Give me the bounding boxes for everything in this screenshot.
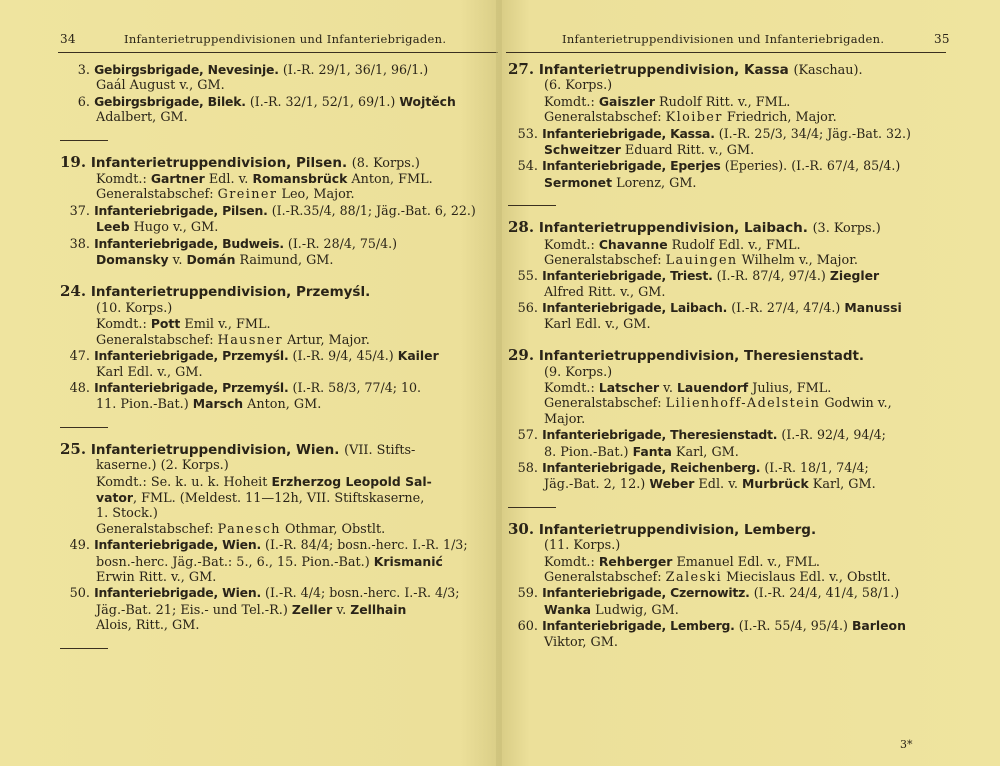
division-heading xyxy=(508,519,940,538)
brigade-entry xyxy=(508,300,940,332)
staff-chief-name: Lauingen xyxy=(665,253,738,269)
continuation-text: Alfred Ritt. v., GM. xyxy=(544,284,666,300)
division-detail-line xyxy=(60,458,496,473)
section-separator xyxy=(60,427,108,428)
line-prefix: Komdt.: Se. k. u. k. Hoheit xyxy=(96,474,272,490)
brigade-units: (I.-R. 32/1, 52/1, 69/1.) xyxy=(249,93,396,109)
division-number: 28. xyxy=(508,218,535,237)
brigade-units: (I.-R. 87/4, 97/4.) xyxy=(716,268,826,284)
brigade-title: Gebirgsbrigade, Bilek. xyxy=(94,93,246,109)
division-heading xyxy=(60,152,496,171)
line-prefix: kaserne.) (2. Korps.) xyxy=(96,458,229,474)
brigade-continuation xyxy=(60,110,496,125)
brigade-continuation xyxy=(60,78,496,93)
line-prefix: Komdt.: xyxy=(96,317,151,333)
brigade-title: Infanteriebrigade, Przemyśl. xyxy=(94,379,289,395)
brigade-continuation xyxy=(508,142,940,158)
brigade-entry xyxy=(508,126,940,159)
commander-name: Marsch xyxy=(192,396,244,412)
division-entry xyxy=(508,220,940,268)
continuation-text: Gaál August v., GM. xyxy=(96,78,225,94)
brigade-number: 3. xyxy=(77,63,90,78)
name-particle: Edl. v. xyxy=(204,172,253,188)
brigade-continuation xyxy=(60,396,496,412)
division-detail-line xyxy=(508,380,940,396)
division-number: 27. xyxy=(508,60,535,78)
staff-chief-name: Hausner xyxy=(217,332,283,348)
division-detail-line xyxy=(508,538,940,553)
continuation-text: Adalbert, GM. xyxy=(96,110,188,126)
brigade-title: Infanteriebrigade, Kassa. xyxy=(542,125,715,141)
brigade-continuation xyxy=(508,175,940,191)
line-prefix: Generalstabschef: xyxy=(544,569,666,585)
section-gap xyxy=(508,332,940,348)
brigade-number: 49. xyxy=(69,538,90,554)
division-detail-line xyxy=(508,570,940,585)
line-prefix: (6. Korps.) xyxy=(544,78,613,94)
section-separator xyxy=(508,507,556,508)
continuation-text: Karl, GM. xyxy=(671,444,739,460)
person-name: Latscher xyxy=(598,379,660,395)
division-title: Infanterietruppendivision, Pilsen. xyxy=(90,154,348,171)
brigade-number: 57. xyxy=(517,428,538,444)
line-prefix: Generalstabschef: xyxy=(96,332,218,348)
division-detail-line xyxy=(508,94,940,110)
brigade-heading xyxy=(508,460,940,476)
brigade-units: (I.-R. 58/3, 77/4; 10. xyxy=(292,379,422,395)
person-name: Romansbrück xyxy=(252,171,348,187)
brigade-entry xyxy=(60,585,496,633)
brigade-heading xyxy=(60,380,496,396)
division-detail-line xyxy=(508,78,940,93)
brigade-heading xyxy=(508,618,940,634)
brigade-units: (I.-R. 9/4, 45/4.) xyxy=(292,348,394,364)
division-detail-line xyxy=(60,490,496,506)
division-entry xyxy=(508,519,940,586)
division-detail-line xyxy=(508,253,940,268)
brigade-title: Gebirgsbrigade, Nevesinje. xyxy=(94,62,279,77)
commander-name: Barleon xyxy=(851,618,906,634)
section-separator xyxy=(60,140,108,141)
division-title: Infanterietruppendivision, Lemberg. xyxy=(538,521,817,538)
line-prefix: Generalstabschef: xyxy=(544,396,666,412)
division-entry xyxy=(508,62,940,126)
brigade-number: 56. xyxy=(517,301,538,317)
brigade-title: Infanteriebrigade, Laibach. xyxy=(542,300,728,316)
staff-chief-name: Zaleski xyxy=(665,569,723,585)
brigade-continuation xyxy=(508,476,940,492)
division-note: (3. Korps.) xyxy=(812,221,881,237)
commander-name: Zellhain xyxy=(350,601,407,617)
brigade-heading xyxy=(60,348,496,364)
brigade-continuation xyxy=(508,444,940,460)
division-entry xyxy=(60,439,496,537)
staff-chief-name: Lilienhoff-Adelstein xyxy=(665,396,821,412)
continuation-text: Lorenz, GM. xyxy=(612,175,697,191)
line-suffix: Julius, FML. xyxy=(748,380,832,396)
division-detail-line xyxy=(508,412,940,427)
commander-name: Domansky xyxy=(96,252,169,268)
brigade-heading xyxy=(60,62,496,78)
division-title: Infanterietruppendivision, Kassa xyxy=(538,62,789,78)
division-note: (8. Korps.) xyxy=(351,155,420,171)
division-heading xyxy=(508,220,940,236)
brigade-continuation xyxy=(60,554,496,570)
brigade-heading xyxy=(508,268,940,284)
page-number: 34 xyxy=(60,32,76,46)
brigade-heading xyxy=(508,126,940,142)
line-prefix: Komdt.: xyxy=(544,554,599,570)
section-gap xyxy=(60,268,496,284)
brigade-heading xyxy=(60,203,496,219)
division-detail-line xyxy=(60,333,496,348)
brigade-continuation: Alois, Ritt., GM. xyxy=(96,618,200,634)
division-note: (Kaschau). xyxy=(793,63,863,78)
running-title: Infanterietruppendivisionen und Infanteriebrigaden. xyxy=(124,32,447,46)
line-suffix: Miecislaus Edl. v., Obstlt. xyxy=(722,569,891,585)
brigade-title: Infanteriebrigade, Przemyśl. xyxy=(94,348,289,364)
brigade-continuation: Erwin Ritt. v., GM. xyxy=(96,569,217,585)
commander-name: Kailer xyxy=(397,348,439,364)
division-title: Infanterietruppendivision, Theresienstadt. xyxy=(538,348,865,365)
staff-chief-name: Panesch xyxy=(217,521,281,537)
commander-name: Zeller xyxy=(291,601,333,617)
division-entry xyxy=(60,152,496,203)
brigade-continuation xyxy=(60,365,496,380)
brigade-title: Infanteriebrigade, Pilsen. xyxy=(94,202,268,218)
line-suffix: Rudolf Ritt. v., FML. xyxy=(654,94,791,110)
person-name: Gaiszler xyxy=(598,93,655,109)
brigade-units: (I.-R. 55/4, 95/4.) xyxy=(738,618,848,634)
brigade-number: 50. xyxy=(69,586,90,602)
continuation-text: Eduard Ritt. v., GM. xyxy=(620,143,755,159)
brigade-number: 60. xyxy=(517,619,538,635)
name-particle: v. xyxy=(168,253,187,269)
brigade-units: (I.-R. 25/3, 34/4; Jäg.-Bat. 32.) xyxy=(718,125,911,141)
brigade-entry xyxy=(60,62,496,94)
staff-chief-name: Greiner xyxy=(217,187,278,203)
brigade-units: (I.-R.35/4, 88/1; Jäg.-Bat. 6, 22.) xyxy=(271,202,476,218)
continuation-text: Karl Edl. v., GM. xyxy=(544,316,651,332)
line-prefix: (11. Korps.) xyxy=(544,538,621,554)
division-heading xyxy=(60,284,496,300)
division-detail-line xyxy=(60,506,496,521)
continuation-text: 8. Pion.-Bat.) xyxy=(544,444,633,460)
brigade-heading xyxy=(60,537,496,553)
division-detail-line xyxy=(508,110,940,125)
brigade-title: Infanteriebrigade, Budweis. xyxy=(94,235,284,251)
line-suffix: , FML. (Meldest. 11—12h, VII. Stiftskaserne, xyxy=(132,490,425,506)
brigade-units: (I.-R. 27/4, 47/4.) xyxy=(731,300,841,316)
division-heading xyxy=(60,439,496,458)
division-title: Infanterietruppendivision, Przemyśl. xyxy=(90,284,371,301)
brigade-entry xyxy=(60,380,496,413)
commander-name: Leeb xyxy=(96,219,130,235)
brigade-number: 55. xyxy=(517,269,538,285)
division-detail-line xyxy=(508,237,940,253)
brigade-heading xyxy=(60,94,496,110)
division-number: 19. xyxy=(60,152,87,171)
page-number: 35 xyxy=(934,32,950,46)
brigade-title: Infanteriebrigade, Reichenberg. xyxy=(542,459,761,475)
commander-name: Krismanić xyxy=(373,553,443,569)
division-number: 24. xyxy=(60,282,87,301)
brigade-units: (I.-R. 4/4; bosn.-herc. I.-R. 4/3; xyxy=(265,585,460,601)
brigade-continuation xyxy=(508,285,940,300)
signature-mark: 3* xyxy=(900,738,913,751)
brigade-entry xyxy=(508,268,940,300)
brigade-title: Infanteriebrigade, Wien. xyxy=(94,537,261,553)
brigade-number: 53. xyxy=(517,126,538,142)
brigade-continuation xyxy=(60,252,496,268)
person-name: Chavanne xyxy=(598,236,668,252)
brigade-title: Infanteriebrigade, Theresienstadt. xyxy=(542,427,778,443)
brigade-heading xyxy=(60,585,496,601)
division-title: Infanterietruppendivision, Laibach. xyxy=(538,220,808,237)
line-suffix: Anton, FML. xyxy=(347,172,433,188)
division-detail-line xyxy=(60,474,496,490)
brigade-entry xyxy=(60,94,496,126)
division-detail-line xyxy=(508,396,940,411)
brigade-number: 48. xyxy=(69,380,90,396)
division-number: 30. xyxy=(508,519,535,538)
line-prefix: Komdt.: xyxy=(544,380,599,396)
commander-name: Weber xyxy=(649,476,695,492)
running-title: Infanterietruppendivisionen und Infanteriebrigaden. xyxy=(562,32,885,46)
brigade-number: 47. xyxy=(69,349,90,365)
division-detail-line xyxy=(60,301,496,316)
division-note: (VII. Stifts- xyxy=(344,442,416,458)
brigade-title: Infanteriebrigade, Czernowitz. xyxy=(542,585,750,601)
header-rule xyxy=(506,52,946,53)
brigade-units: (I.-R. 92/4, 94/4; xyxy=(781,427,886,443)
continuation-text: Karl, GM. xyxy=(808,477,876,493)
line-prefix: Komdt.: xyxy=(96,172,151,188)
brigade-continuation xyxy=(508,635,940,650)
continuation-text: 11. Pion.-Bat.) xyxy=(96,397,193,413)
brigade-entry xyxy=(60,348,496,380)
person-name: Lauendorf xyxy=(677,379,749,395)
commander-name: Fanta xyxy=(632,443,672,459)
brigade-heading xyxy=(508,585,940,601)
brigade-number: 54. xyxy=(517,159,538,175)
brigade-units: (I.-R. 84/4; bosn.-herc. I.-R. 1/3; xyxy=(265,537,468,553)
name-particle: Edl. v. xyxy=(694,477,743,493)
name-particle: v. xyxy=(659,380,678,396)
right-page xyxy=(500,0,1000,766)
brigade-heading xyxy=(60,236,496,252)
brigade-continuation xyxy=(60,219,496,235)
line-suffix: Friedrich, Major. xyxy=(722,110,837,126)
division-detail-line xyxy=(60,522,496,537)
division-detail-line xyxy=(508,365,940,380)
brigade-entry xyxy=(60,537,496,585)
division-detail-line xyxy=(60,316,496,332)
section-separator xyxy=(508,205,556,206)
brigade-entry xyxy=(508,618,940,650)
division-detail-line xyxy=(60,171,496,187)
brigade-units: (I.-R. 18/1, 74/4; xyxy=(764,459,869,475)
line-prefix: Generalstabschef: xyxy=(544,253,666,269)
brigade-title: Infanteriebrigade, Eperjes xyxy=(542,158,721,174)
division-heading xyxy=(508,62,940,78)
continuation-text: Jäg.-Bat. 21; Eis.- und Tel.-R.) xyxy=(96,602,292,618)
division-entry xyxy=(60,284,496,348)
line-suffix: Godwin v., xyxy=(820,396,892,412)
division-number: 25. xyxy=(60,439,87,458)
line-suffix: Emil v., FML. xyxy=(180,317,271,333)
continuation-text: Karl Edl. v., GM. xyxy=(96,364,203,380)
division-number: 29. xyxy=(508,346,535,365)
brigade-title: Infanteriebrigade, Wien. xyxy=(94,585,261,601)
line-prefix: Generalstabschef: xyxy=(96,187,218,203)
line-suffix: Emanuel Edl. v., FML. xyxy=(672,554,821,570)
division-entry xyxy=(508,348,940,427)
division-title: Infanterietruppendivision, Wien. xyxy=(90,441,340,458)
person-name: Pott xyxy=(150,316,181,332)
brigade-entry xyxy=(508,585,940,618)
person-name: Erzherzog Leopold Sal- xyxy=(271,473,432,489)
commander-name: Murbrück xyxy=(742,476,809,492)
line-prefix: Komdt.: xyxy=(544,94,599,110)
continuation-text: Anton, GM. xyxy=(243,397,322,413)
brigade-units: (I.-R. 24/4, 41/4, 58/1.) xyxy=(753,585,900,601)
brigade-number: 37. xyxy=(69,203,90,219)
commander-name: Sermonet xyxy=(544,174,613,190)
brigade-title: Infanteriebrigade, Triest. xyxy=(542,268,713,284)
continuation-text: Raimund, GM. xyxy=(235,253,334,269)
line-suffix: Othmar, Obstlt. xyxy=(280,521,386,537)
brigade-entry xyxy=(508,158,940,191)
brigade-entry xyxy=(60,203,496,236)
division-detail-line xyxy=(508,554,940,570)
continuation-text: Ludwig, GM. xyxy=(591,602,679,618)
commander-name: Manussi xyxy=(844,300,902,316)
brigade-entry xyxy=(508,427,940,460)
line-prefix: Major. xyxy=(544,411,586,427)
person-name: vator xyxy=(96,489,133,505)
line-suffix: Artur, Major. xyxy=(283,332,370,348)
line-suffix: Leo, Major. xyxy=(277,187,355,203)
continuation-text: Jäg.-Bat. 2, 12.) xyxy=(544,477,650,493)
line-prefix: Generalstabschef: xyxy=(96,521,218,537)
brigade-number: 58. xyxy=(517,460,538,476)
continuation-text: bosn.-herc. Jäg.-Bat.: 5., 6., 15. Pion.-Bat.) xyxy=(96,554,374,570)
line-prefix: 1. Stock.) xyxy=(96,506,158,522)
commander-name: Wojtěch xyxy=(399,93,456,109)
person-name: Rehberger xyxy=(598,553,673,569)
line-prefix: Komdt.: xyxy=(544,237,599,253)
brigade-continuation xyxy=(508,317,940,332)
name-particle: v. xyxy=(332,602,351,618)
brigade-number: 38. xyxy=(69,236,90,252)
continuation-text: Viktor, GM. xyxy=(544,634,618,650)
header-rule xyxy=(58,52,498,53)
commander-name: Domán xyxy=(186,252,236,268)
person-name: Gartner xyxy=(150,171,205,187)
right-page-content xyxy=(508,62,940,650)
commander-name: Wanka xyxy=(544,601,592,617)
brigade-number: 59. xyxy=(517,586,538,602)
line-suffix: Rudolf Edl. v., FML. xyxy=(667,237,801,253)
brigade-units: (Eperies). (I.-R. 67/4, 85/4.) xyxy=(724,158,901,174)
brigade-continuation xyxy=(60,602,496,618)
brigade-units: (I.-R. 29/1, 36/1, 96/1.) xyxy=(282,62,429,77)
brigade-heading xyxy=(508,427,940,443)
brigade-continuation xyxy=(508,602,940,618)
brigade-heading xyxy=(508,158,940,174)
line-prefix: (10. Korps.) xyxy=(96,300,173,316)
division-detail-line xyxy=(60,187,496,202)
brigade-units: (I.-R. 28/4, 75/4.) xyxy=(287,235,398,251)
staff-chief-name: Kloiber xyxy=(665,110,723,126)
line-suffix: Wilhelm v., Major. xyxy=(737,253,858,269)
commander-name: Ziegler xyxy=(829,268,880,284)
brigade-entry xyxy=(508,460,940,493)
brigade-entry xyxy=(60,236,496,269)
book-gutter xyxy=(496,0,502,766)
brigade-heading xyxy=(508,300,940,316)
division-heading xyxy=(508,348,940,364)
left-page-content xyxy=(60,62,496,663)
line-prefix: Generalstabschef: xyxy=(544,110,666,126)
commander-name: Schweitzer xyxy=(544,142,621,158)
brigade-number: 6. xyxy=(77,94,90,110)
continuation-text: Hugo v., GM. xyxy=(129,220,219,236)
section-separator xyxy=(60,648,108,649)
line-prefix: (9. Korps.) xyxy=(544,364,613,380)
brigade-title: Infanteriebrigade, Lemberg. xyxy=(542,618,735,634)
